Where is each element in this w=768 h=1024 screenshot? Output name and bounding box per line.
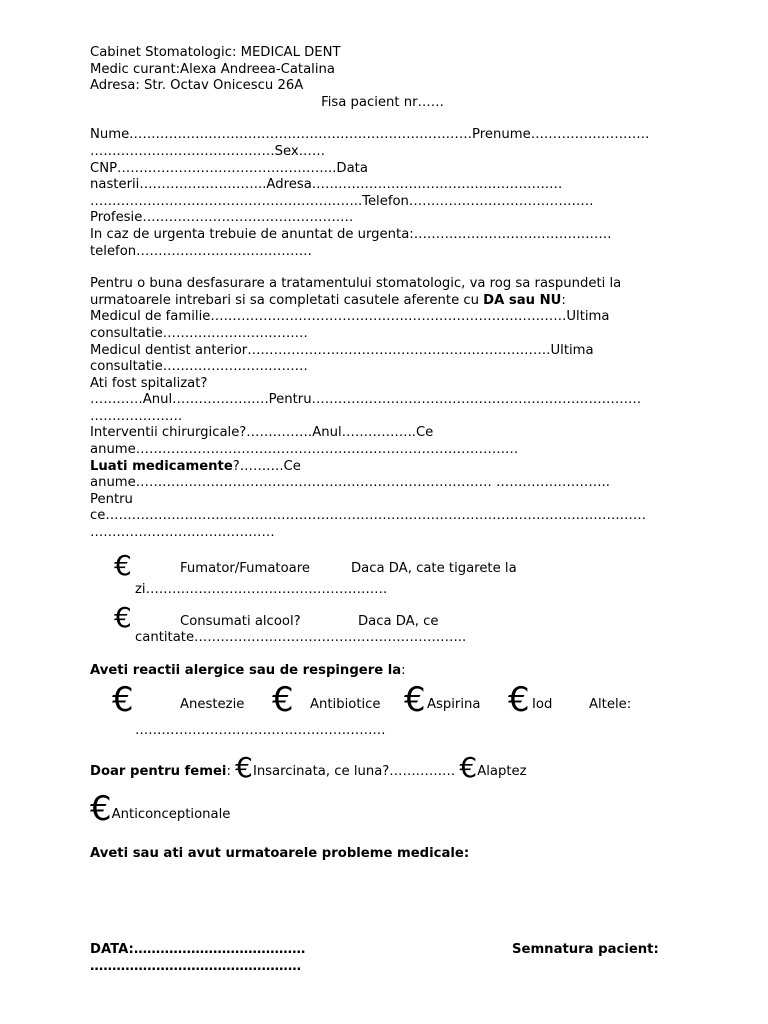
field-interventii-anume[interactable]: anume……………………………………………………………………………: [90, 442, 519, 458]
field-interventii[interactable]: Interventii chirurgicale?……………Anul……………..Ce: [90, 425, 434, 441]
medic-name: Medic curant:Alexa Andreea-Catalina: [90, 61, 335, 77]
check-row-alcool: [90, 601, 675, 636]
anestezie-checkbox-icon[interactable]: €: [112, 680, 134, 721]
field-telefon[interactable]: ……………………………………………………..Telefon……………………………………: [90, 193, 594, 209]
field-spitalizat-cont[interactable]: …………………: [90, 408, 183, 424]
label-alaptez: Alaptez: [477, 764, 527, 779]
field-ultima-consultatie-1[interactable]: consultatie……………………………: [90, 325, 308, 341]
signature-footer: [90, 942, 675, 975]
probleme-title: Aveti sau ati avut urmatoarele probleme medicale:: [90, 846, 470, 861]
da-nu-emphasis: DA sau NU: [483, 292, 562, 308]
field-urgenta-telefon[interactable]: telefon………………………………….: [90, 243, 312, 259]
field-profesie[interactable]: Profesie…………………………………………: [90, 210, 354, 226]
anticonceptionale-row: [90, 789, 675, 832]
field-pentru-ce-cont[interactable]: ……………………………………: [90, 525, 275, 541]
field-nume[interactable]: Nume……………………………………………………………………Prenume………………………: [90, 127, 650, 143]
field-pentru-ce[interactable]: ce……………………………………………………………………………………………………………: [90, 508, 647, 524]
form-title: Fisa pacient nr……: [321, 94, 444, 110]
label-semnatura: Semnatura pacient:: [512, 942, 659, 957]
label-anticonceptionale: Anticonceptionale: [111, 807, 231, 822]
alaptez-checkbox-icon[interactable]: €: [459, 751, 478, 784]
label-aspirina: Aspirina: [427, 697, 481, 713]
label-altele: Altele:: [589, 697, 632, 713]
check-row-fumator: [90, 548, 675, 582]
field-alcool-cantitate[interactable]: cantitate……………………………………………………..: [135, 630, 467, 646]
fumator-checkbox-icon[interactable]: €: [114, 548, 132, 582]
label-fumator-da: Daca DA, cate tigarete la: [351, 560, 517, 576]
field-tigarete-zi[interactable]: zi……………………………………………….: [135, 581, 388, 597]
alergii-title: Aveti reactii alergice sau de respingere la:: [90, 662, 406, 678]
patient-form: [90, 45, 675, 863]
label-iod: Iod: [532, 697, 553, 713]
field-medicamente-anume[interactable]: anume……………………………………………………………………… ……………………..: [90, 475, 610, 491]
antibiotice-checkbox-icon[interactable]: €: [272, 680, 294, 721]
label-antibiotice: Antibiotice: [310, 697, 381, 713]
cabinet-address: Adresa: Str. Octav Onicescu 26A: [90, 78, 304, 94]
label-anestezie: Anestezie: [180, 697, 245, 713]
field-altele[interactable]: …………………………………………………: [135, 723, 386, 739]
field-semnatura[interactable]: …………………………………………: [90, 958, 301, 974]
field-cnp[interactable]: CNP…………………………………………..Data: [90, 160, 368, 176]
field-sex[interactable]: ……………………………………Sex……: [90, 143, 326, 159]
femei-row: Doar pentru femei: €Insarcinata, ce luna?…………… €Alaptez: [90, 751, 527, 784]
iod-checkbox-icon[interactable]: €: [508, 680, 530, 721]
field-medicamente[interactable]: Luati medicamente?……….Ce: [90, 458, 301, 474]
question-spitalizat: Ati fost spitalizat?: [90, 375, 208, 391]
label-alcool: Consumati alcool?: [180, 614, 301, 630]
field-urgenta[interactable]: In caz de urgenta trebuie de anuntat de urgenta:………………………………………: [90, 226, 612, 242]
insarcinata-checkbox-icon[interactable]: €: [235, 751, 253, 784]
anticonceptionale-checkbox-icon[interactable]: €: [90, 789, 112, 829]
label-fumator: Fumator/Fumatoare: [180, 560, 310, 576]
field-ultima-consultatie-2[interactable]: consultatie……………………………: [90, 359, 308, 375]
aspirina-checkbox-icon[interactable]: €: [404, 680, 426, 721]
cabinet-name: Cabinet Stomatologic: MEDICAL DENT: [90, 45, 341, 60]
alcool-checkbox-icon[interactable]: €: [114, 601, 132, 635]
field-nasterii[interactable]: nasterii………………………..Adresa…………………………………………………: [90, 177, 563, 193]
field-medic-familie[interactable]: Medicul de familie………………………………………………………………………Ultima: [90, 309, 610, 325]
label-insarcinata[interactable]: Insarcinata, ce luna?……………: [252, 764, 456, 779]
check-row-alergii: [90, 680, 675, 723]
field-spitalizat-anul[interactable]: …………Anul………………….Pentru…………………………………………………………………: [90, 392, 642, 408]
label-pentru: Pentru: [90, 491, 133, 507]
field-medic-dentist[interactable]: Medicul dentist anterior……………………………………………………………Ultima: [90, 342, 594, 358]
intro-paragraph: Pentru o buna desfasurare a tratamentului stomatologic, va rog sa raspundeti la urmatoarele intrebari si sa completati casutele aferente cu DA sau NU:: [90, 276, 622, 308]
label-alcool-da: Daca DA, ce: [358, 614, 439, 630]
field-data[interactable]: DATA:…………………………………: [90, 942, 306, 957]
